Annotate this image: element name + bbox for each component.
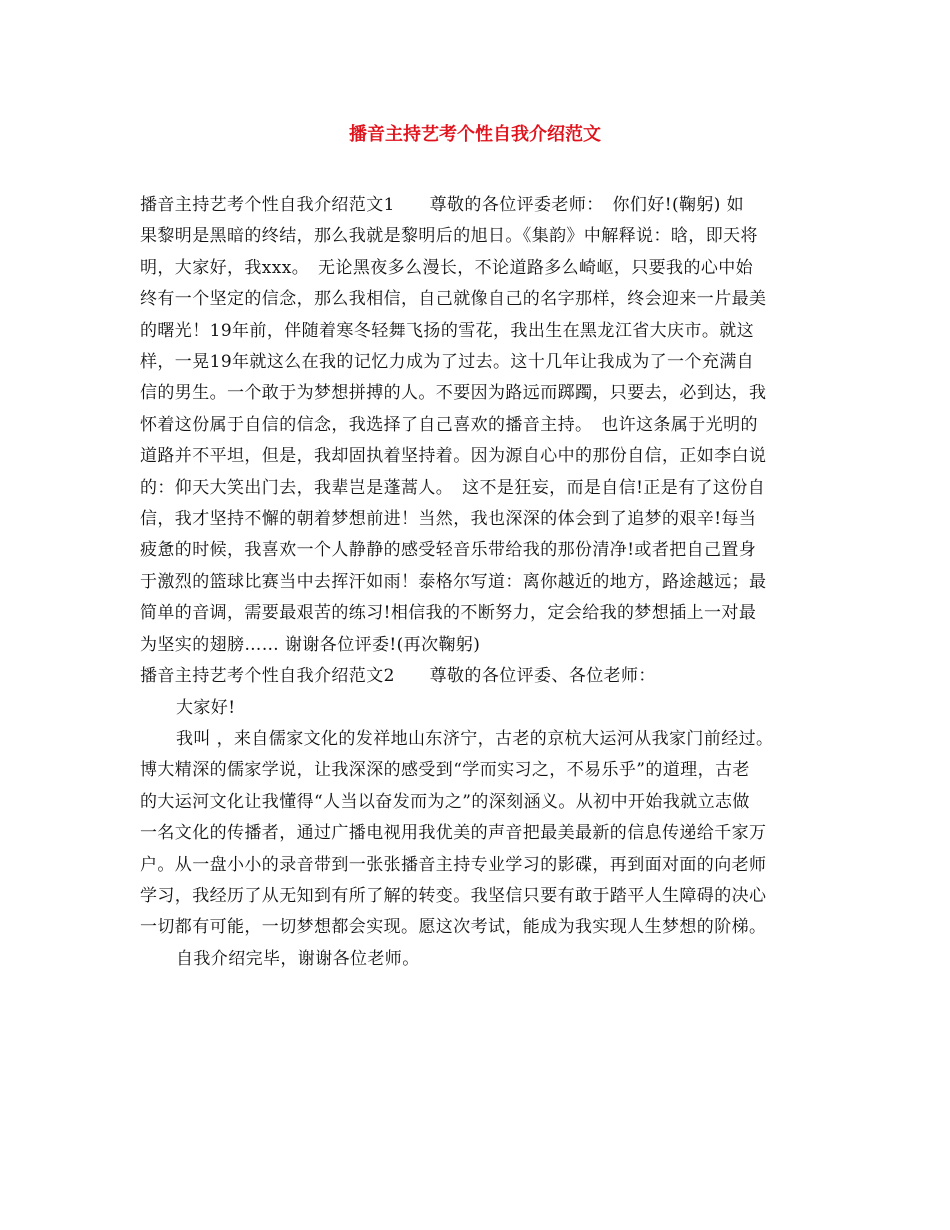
text-line-18: 我叫 ，来自儒家文化的发祥地山东济宁，古老的京杭大运河从我家门前经过。 xyxy=(176,728,774,749)
text-line-7: 信的男生。一个敢于为梦想拼搏的人。不要因为路远而踯躅，只要去，必到达，我 xyxy=(140,383,767,404)
text-line-22: 户。从一盘小小的录音带到一张张播音主持专业学习的影碟，再到面对面的向老师 xyxy=(140,854,767,875)
text-line-2: 果黎明是黑暗的终结，那么我就是黎明后的旭日。《集韵》中解释说：晗，即天将 xyxy=(140,226,758,247)
text-line-4: 终有一个坚定的信念，那么我相信，自己就像自己的名字那样，终会迎来一片最美 xyxy=(140,289,767,310)
text-line-5: 的曙光！19年前，伴随着寒冬轻舞飞扬的雪花，我出生在黑龙江省大庆市。就这 xyxy=(140,320,755,341)
text-line-21: 一名文化的传播者，通过广播电视用我优美的声音把最美最新的信息传递给千家万 xyxy=(140,823,767,844)
document-title: 播音主持艺考个性自我介绍范文 xyxy=(349,124,601,145)
text-line-19: 博大精深的儒家学说，让我深深的感受到“学而实习之，不易乐乎”的道理，古老 xyxy=(140,760,750,781)
text-line-24: 一切都有可能，一切梦想都会实现。愿这次考试，能成为我实现人生梦想的阶梯。 xyxy=(140,917,767,938)
text-line-15: 为坚实的翅膀…… 谢谢各位评委!(再次鞠躬) xyxy=(140,634,481,655)
text-line-10: 的：仰天大笑出门去，我辈岂是蓬蒿人。 这不是狂妄，而是自信!正是有了这份自 xyxy=(140,477,766,498)
text-line-17: 大家好! xyxy=(176,697,236,718)
text-line-1: 播音主持艺考个性自我介绍范文1 尊敬的各位评委老师： 你们好!(鞠躬) 如 xyxy=(140,195,745,215)
text-line-9: 道路并不平坦，但是，我却固执着坚持着。因为源自心中的那份自信，正如李白说 xyxy=(140,446,767,467)
text-line-13: 于激烈的篮球比赛当中去挥汗如雨！泰格尔写道：离你越近的地方，路途越远；最 xyxy=(140,571,767,592)
text-line-6: 样，一晃19年就这么在我的记忆力成为了过去。这十几年让我成为了一个充满自 xyxy=(140,352,755,373)
text-line-20: 的大运河文化让我懂得“人当以奋发而为之”的深刻涵义。从初中开始我就立志做 xyxy=(140,791,750,812)
text-line-11: 信，我才坚持不懈的朝着梦想前进！当然，我也深深的体会到了追梦的艰辛!每当 xyxy=(140,509,757,530)
text-line-12: 疲惫的时候，我喜欢一个人静静的感受轻音乐带给我的那份清净!或者把自己置身 xyxy=(140,540,757,561)
document-body xyxy=(140,190,830,975)
text-line-16: 播音主持艺考个性自我介绍范文2 尊敬的各位评委、各位老师： xyxy=(140,666,656,687)
text-line-23: 学习，我经历了从无知到有所了解的转变。我坚信只要有敢于踏平人生障碍的决心 xyxy=(140,885,767,906)
text-line-3: 明，大家好，我xxx。 无论黑夜多么漫长，不论道路多么崎岖，只要我的心中始 xyxy=(140,257,754,278)
text-line-14: 简单的音调，需要最艰苦的练习!相信我的不断努力，定会给我的梦想插上一对最 xyxy=(140,603,757,624)
text-line-8: 怀着这份属于自信的信念，我选择了自己喜欢的播音主持。 也许这条属于光明的 xyxy=(140,414,758,435)
text-line-25: 自我介绍完毕，谢谢各位老师。 xyxy=(176,948,420,969)
